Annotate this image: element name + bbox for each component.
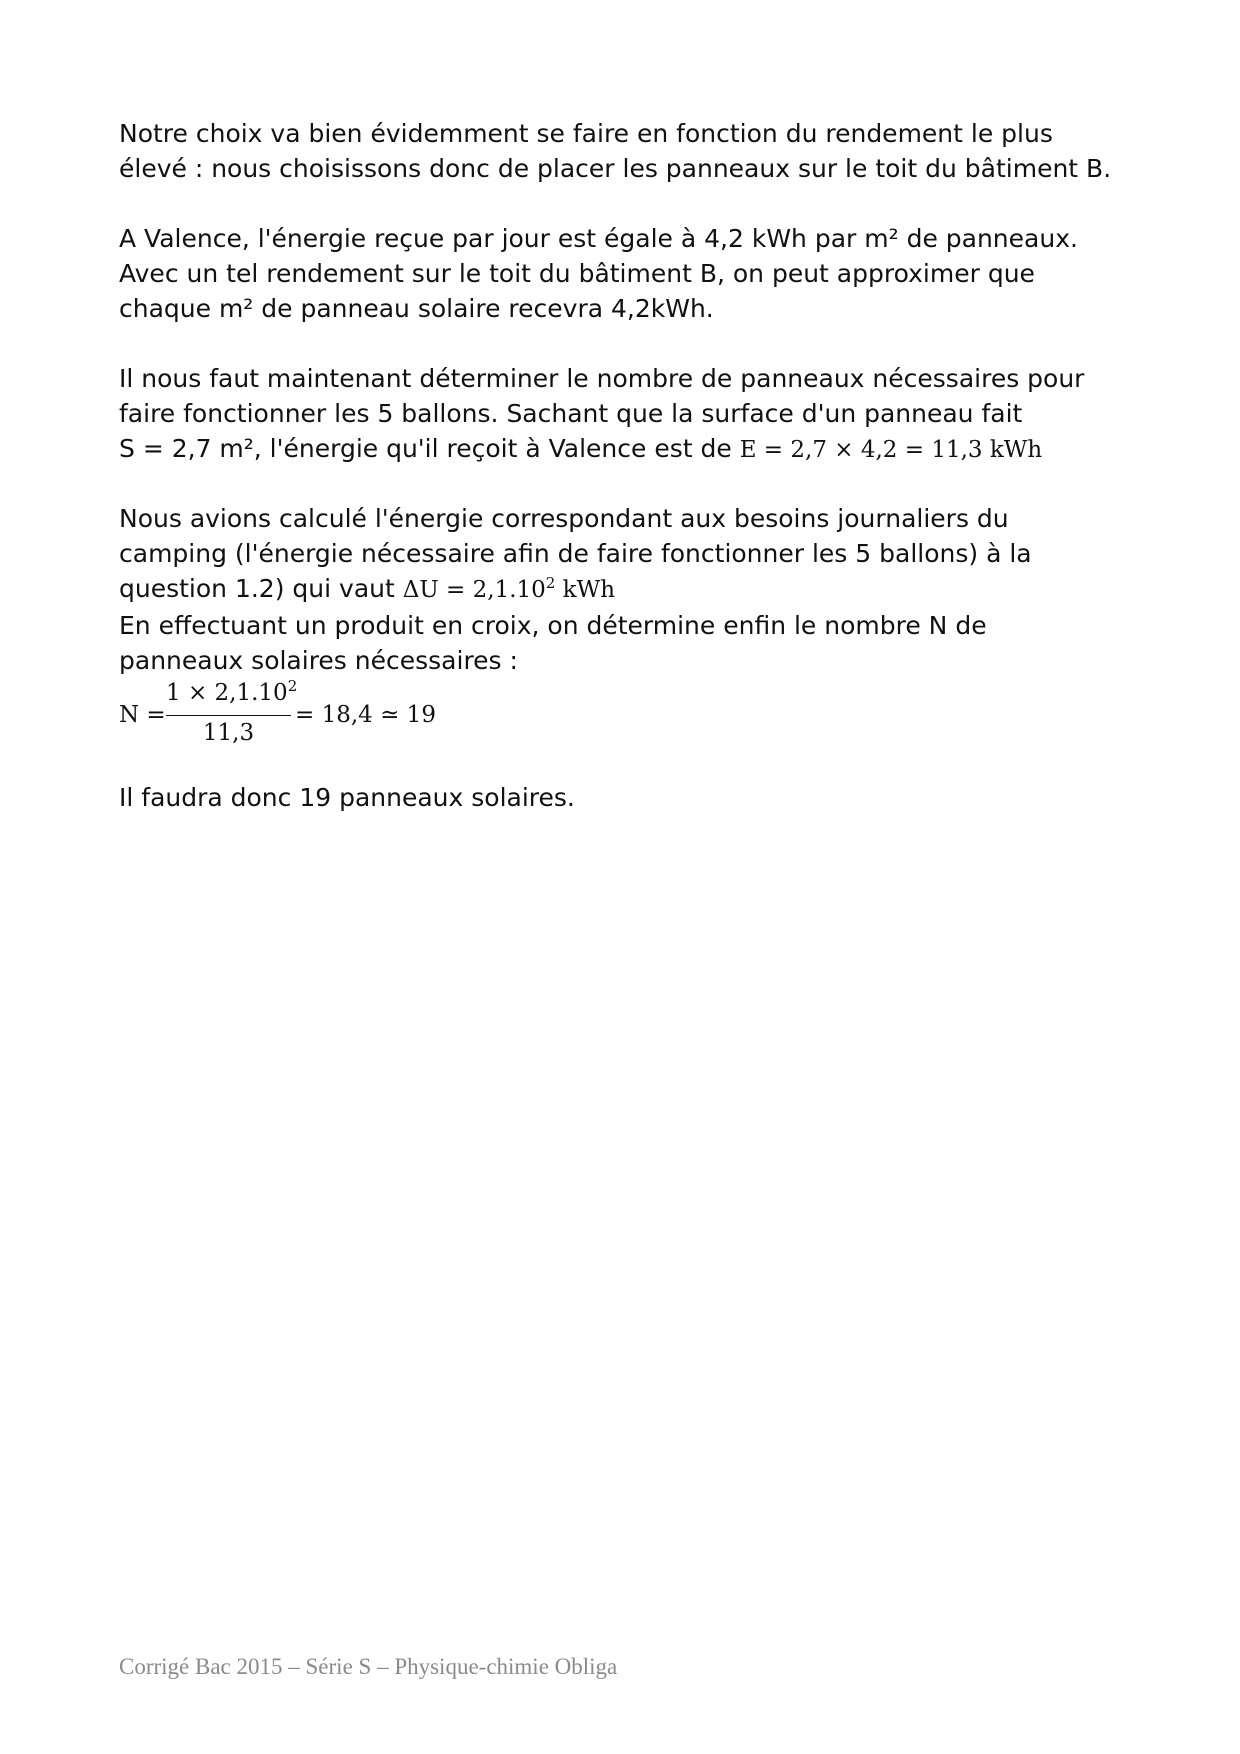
fraction-numerator bbox=[166, 677, 298, 706]
delta-u-equation bbox=[402, 574, 616, 603]
paragraph-line: En effectuant un produit en croix, on détermine enfin le nombre N de bbox=[119, 611, 987, 640]
line-text: question 1.2) qui vaut bbox=[119, 574, 403, 603]
paragraph-line: élevé : nous choisissons donc de placer les panneaux sur le toit du bâtiment B. bbox=[119, 154, 1112, 183]
paragraph-choice bbox=[119, 116, 1159, 186]
paragraph-line: chaque m² de panneau solaire recevra 4,2kWh. bbox=[119, 294, 714, 323]
math-unit: kWh bbox=[555, 577, 616, 603]
paragraph-line: Nous avions calculé l'énergie correspondant aux besoins journaliers du bbox=[119, 504, 1009, 533]
paragraph-line: camping (l'énergie nécessaire afin de faire fonctionner les 5 ballons) à la bbox=[119, 539, 1032, 568]
paragraph-line: Il nous faut maintenant déterminer le nombre de panneaux nécessaires pour bbox=[119, 364, 1085, 393]
line-text: S = 2,7 m², l'énergie qu'il reçoit à Valence est de bbox=[119, 434, 740, 463]
paragraph-line: A Valence, l'énergie reçue par jour est égale à 4,2 kWh par m² de panneaux. bbox=[119, 224, 1078, 253]
paragraph-line bbox=[119, 431, 1159, 468]
numerator-base: 1 × 2,1.10 bbox=[166, 680, 288, 706]
paragraph-line: Notre choix va bien évidemment se faire en fonction du rendement le plus bbox=[119, 119, 1053, 148]
page-footer: Corrigé Bac 2015 – Série S – Physique-chimie Obliga bbox=[119, 1654, 618, 1679]
math-exponent: 2 bbox=[545, 574, 556, 592]
formula-rhs: = 18,4 ≃ 19 bbox=[295, 702, 436, 728]
fraction-bar bbox=[166, 715, 291, 716]
paragraph-valence-energy bbox=[119, 221, 1159, 326]
paragraph-daily-needs bbox=[119, 501, 1159, 678]
paragraph-panel-energy bbox=[119, 361, 1159, 468]
paragraph-line: panneaux solaires nécessaires : bbox=[119, 646, 518, 675]
energy-equation: E = 2,7 × 4,2 = 11,3 kWh bbox=[739, 437, 1043, 463]
conclusion-line: Il faudra donc 19 panneaux solaires. bbox=[119, 783, 575, 812]
formula-lhs: N = bbox=[119, 702, 166, 728]
paragraph-line bbox=[119, 571, 1159, 608]
paragraph-line: faire fonctionner les 5 ballons. Sachant que la surface d'un panneau fait bbox=[119, 399, 1023, 428]
numerator-exponent: 2 bbox=[287, 677, 298, 695]
paragraph-line: Avec un tel rendement sur le toit du bâtiment B, on peut approximer que bbox=[119, 259, 1035, 288]
paragraph-conclusion bbox=[119, 780, 1159, 815]
fraction-denominator: 11,3 bbox=[202, 720, 255, 746]
math-base: ΔU = 2,1.10 bbox=[402, 577, 546, 603]
